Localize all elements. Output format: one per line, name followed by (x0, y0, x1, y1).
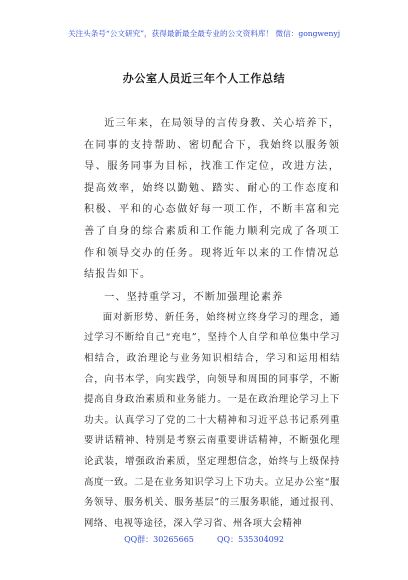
section-heading-1: 一、坚持重学习，不断加强理论素养 (104, 291, 284, 303)
study-paragraph: 面对新形势、新任务，始终树立终身学习的理念，通过学习不断给自己“充电”，坚持个人自学和单位集中学习相结合，政治理论与业务知识相结合，学习和运用相结合，向书本学，向实践学，向领导和周围的同事学，不断提高自身政治素质和业务能力。一是在政治理论学习上下功夫。认真学习了党的二十大精神和习近平总书记系列重要讲话精神、特别是考察云南重要讲话精神，不断强化理论武装，增强政治素质，坚定理想信念，始终与上级保持高度一致。二是在业务知识学习上下功夫。立足办公室“服务领导、服务机关、服务基层”的三服务职能，通过报刊、网络、电视等途径，深入学习省、州各项大会精神 (84, 311, 340, 529)
promo-banner: 关注头条号“公文研究”，获得最新最全最专业的公文资料库！ 微信：gongwenyj (67, 29, 341, 38)
qq-group-text: QQ群：30265665 (124, 535, 194, 544)
contact-footer (0, 534, 408, 545)
document-title: 办公室人员近三年个人工作总结 (122, 72, 286, 85)
qq-number-text: QQ：535304092 (217, 535, 284, 544)
intro-paragraph: 近三年来，在局领导的言传身教、关心培养下，在同事的支持帮助、密切配合下，我始终以服务领导、服务同事为目标，找准工作定位，改进方法，提高效率，始终以勤勉、踏实、耐心的工作态度和积极、平和的心态做好每一项工作，不断丰富和完善了自身的综合素质和工作能力顺利完成了各项工作和领导交办的任务。现将近年以来的工作情况总结报告如下。 (84, 118, 340, 281)
document-body (84, 113, 340, 534)
